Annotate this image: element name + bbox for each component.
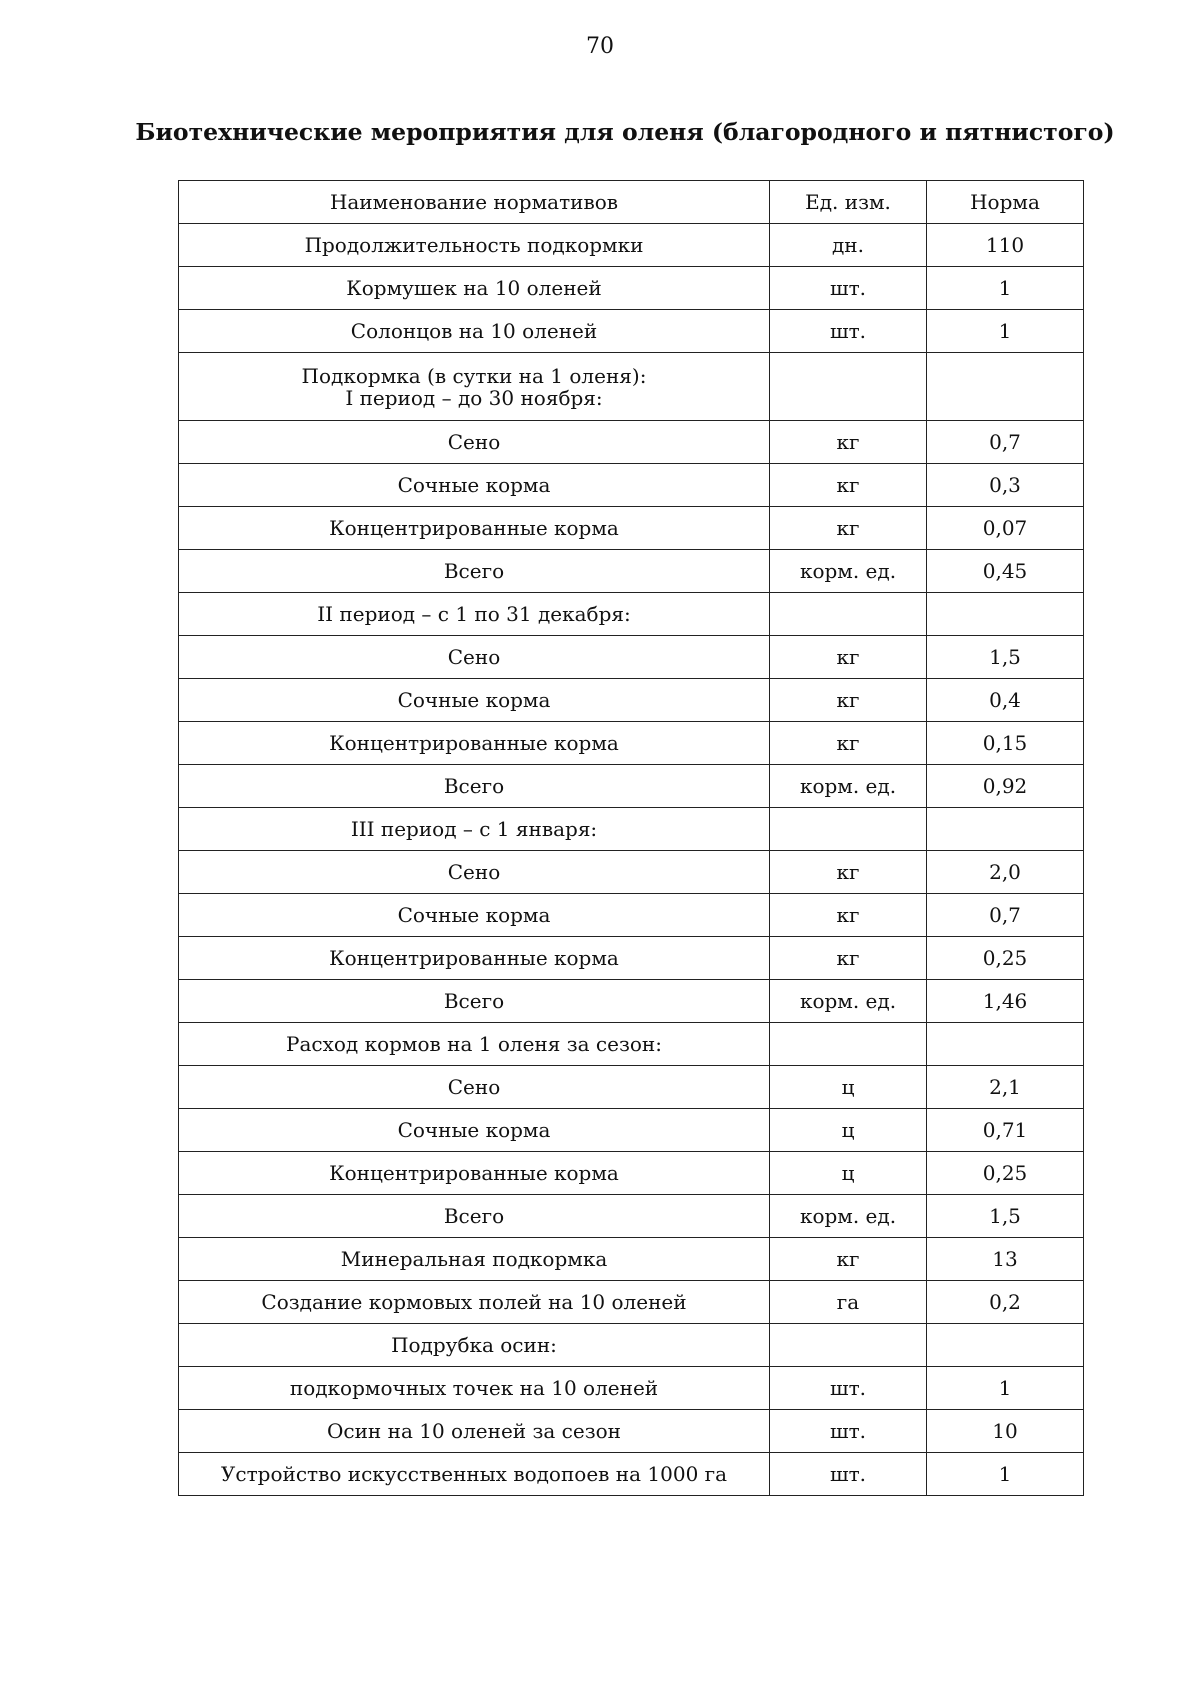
table-row (179, 765, 1084, 808)
table-row (179, 593, 1084, 636)
row-norm-cell: 2,0 (927, 851, 1084, 894)
table-row (179, 267, 1084, 310)
row-name-cell: II период – с 1 по 31 декабря: (179, 593, 770, 636)
row-unit-cell: ц (770, 1152, 927, 1195)
table-row (179, 1109, 1084, 1152)
table-row (179, 851, 1084, 894)
table-row (179, 1367, 1084, 1410)
table-row (179, 550, 1084, 593)
row-norm-cell: 1,5 (927, 1195, 1084, 1238)
row-name-cell: Устройство искусственных водопоев на 1000 га (179, 1453, 770, 1496)
row-unit-cell: корм. ед. (770, 550, 927, 593)
document-title: Биотехнические мероприятия для оленя (благородного и пятнистого) (135, 118, 1115, 146)
table-row (179, 1195, 1084, 1238)
row-norm-cell: 1 (927, 1367, 1084, 1410)
row-unit-cell (770, 1023, 927, 1066)
row-norm-cell (927, 1324, 1084, 1367)
row-name-cell: Продолжительность подкормки (179, 224, 770, 267)
table-row (179, 1453, 1084, 1496)
row-unit-cell: шт. (770, 1367, 927, 1410)
table-row (179, 808, 1084, 851)
table-row (179, 421, 1084, 464)
row-unit-cell: ц (770, 1109, 927, 1152)
row-norm-cell: 0,25 (927, 1152, 1084, 1195)
row-norm-cell: 0,7 (927, 421, 1084, 464)
row-unit-cell: кг (770, 464, 927, 507)
table-row (179, 310, 1084, 353)
row-name-cell: Кормушек на 10 оленей (179, 267, 770, 310)
row-norm-cell: 1,46 (927, 980, 1084, 1023)
row-name-cell: Сено (179, 1066, 770, 1109)
table-header-row (179, 181, 1084, 224)
norms-table (178, 180, 1084, 1496)
table-row (179, 507, 1084, 550)
row-norm-cell: 1 (927, 267, 1084, 310)
table-row (179, 937, 1084, 980)
row-unit-cell: шт. (770, 1453, 927, 1496)
row-name-cell: Сочные корма (179, 1109, 770, 1152)
table-body (179, 224, 1084, 1496)
table-row (179, 1410, 1084, 1453)
table-row (179, 679, 1084, 722)
row-name-cell: Всего (179, 1195, 770, 1238)
row-unit-cell: ц (770, 1066, 927, 1109)
table-row (179, 353, 1084, 421)
row-norm-cell: 0,2 (927, 1281, 1084, 1324)
row-name-cell: Всего (179, 765, 770, 808)
table-row (179, 980, 1084, 1023)
row-name-cell: Сочные корма (179, 464, 770, 507)
row-name-cell: Подкормка (в сутки на 1 оленя): I период – до 30 ноября: (179, 353, 770, 421)
row-norm-cell: 10 (927, 1410, 1084, 1453)
table-row (179, 894, 1084, 937)
row-unit-cell: кг (770, 894, 927, 937)
row-unit-cell: кг (770, 636, 927, 679)
row-unit-cell (770, 353, 927, 421)
row-name-cell: III период – с 1 января: (179, 808, 770, 851)
row-unit-cell: шт. (770, 267, 927, 310)
row-name-cell: Концентрированные корма (179, 507, 770, 550)
row-norm-cell: 0,45 (927, 550, 1084, 593)
row-norm-cell: 2,1 (927, 1066, 1084, 1109)
table-row (179, 1023, 1084, 1066)
table-row (179, 1066, 1084, 1109)
row-name-cell: Солонцов на 10 оленей (179, 310, 770, 353)
row-unit-cell: кг (770, 1238, 927, 1281)
row-norm-cell: 1 (927, 1453, 1084, 1496)
page-number: 70 (586, 34, 614, 59)
row-unit-cell (770, 1324, 927, 1367)
row-unit-cell: корм. ед. (770, 765, 927, 808)
row-name-cell: Расход кормов на 1 оленя за сезон: (179, 1023, 770, 1066)
row-name-cell: Сено (179, 851, 770, 894)
row-unit-cell: кг (770, 722, 927, 765)
row-norm-cell: 0,15 (927, 722, 1084, 765)
row-name-cell: Сочные корма (179, 679, 770, 722)
row-norm-cell: 0,92 (927, 765, 1084, 808)
row-norm-cell: 110 (927, 224, 1084, 267)
row-name-cell: Всего (179, 980, 770, 1023)
row-unit-cell: кг (770, 851, 927, 894)
table-row (179, 636, 1084, 679)
row-norm-cell (927, 353, 1084, 421)
row-unit-cell: га (770, 1281, 927, 1324)
row-name-cell: Подрубка осин: (179, 1324, 770, 1367)
row-name-cell: Сено (179, 636, 770, 679)
row-norm-cell: 0,07 (927, 507, 1084, 550)
row-unit-cell: корм. ед. (770, 980, 927, 1023)
row-name-cell: Концентрированные корма (179, 937, 770, 980)
row-norm-cell: 0,3 (927, 464, 1084, 507)
row-norm-cell: 1,5 (927, 636, 1084, 679)
table-row (179, 1152, 1084, 1195)
row-name-cell: Всего (179, 550, 770, 593)
table-row (179, 1324, 1084, 1367)
row-unit-cell (770, 808, 927, 851)
row-unit-cell: кг (770, 937, 927, 980)
row-name-cell: Концентрированные корма (179, 722, 770, 765)
row-norm-cell: 0,4 (927, 679, 1084, 722)
row-name-cell: подкормочных точек на 10 оленей (179, 1367, 770, 1410)
row-norm-cell: 0,25 (927, 937, 1084, 980)
row-name-cell: Создание кормовых полей на 10 оленей (179, 1281, 770, 1324)
row-unit-cell: кг (770, 507, 927, 550)
row-name-cell: Минеральная подкормка (179, 1238, 770, 1281)
row-unit-cell: дн. (770, 224, 927, 267)
table-row (179, 1238, 1084, 1281)
table-row (179, 224, 1084, 267)
row-unit-cell (770, 593, 927, 636)
row-unit-cell: кг (770, 679, 927, 722)
row-unit-cell: корм. ед. (770, 1195, 927, 1238)
row-unit-cell: шт. (770, 1410, 927, 1453)
row-norm-cell: 0,71 (927, 1109, 1084, 1152)
header-name: Наименование нормативов (179, 181, 770, 224)
row-norm-cell (927, 1023, 1084, 1066)
table-row (179, 722, 1084, 765)
table-row (179, 464, 1084, 507)
row-norm-cell (927, 593, 1084, 636)
header-unit: Ед. изм. (770, 181, 927, 224)
header-norm: Норма (927, 181, 1084, 224)
row-name-cell: Осин на 10 оленей за сезон (179, 1410, 770, 1453)
row-norm-cell (927, 808, 1084, 851)
row-norm-cell: 1 (927, 310, 1084, 353)
row-unit-cell: кг (770, 421, 927, 464)
row-name-cell: Сочные корма (179, 894, 770, 937)
row-norm-cell: 13 (927, 1238, 1084, 1281)
row-name-cell: Концентрированные корма (179, 1152, 770, 1195)
table-row (179, 1281, 1084, 1324)
row-norm-cell: 0,7 (927, 894, 1084, 937)
row-unit-cell: шт. (770, 310, 927, 353)
row-name-cell: Сено (179, 421, 770, 464)
